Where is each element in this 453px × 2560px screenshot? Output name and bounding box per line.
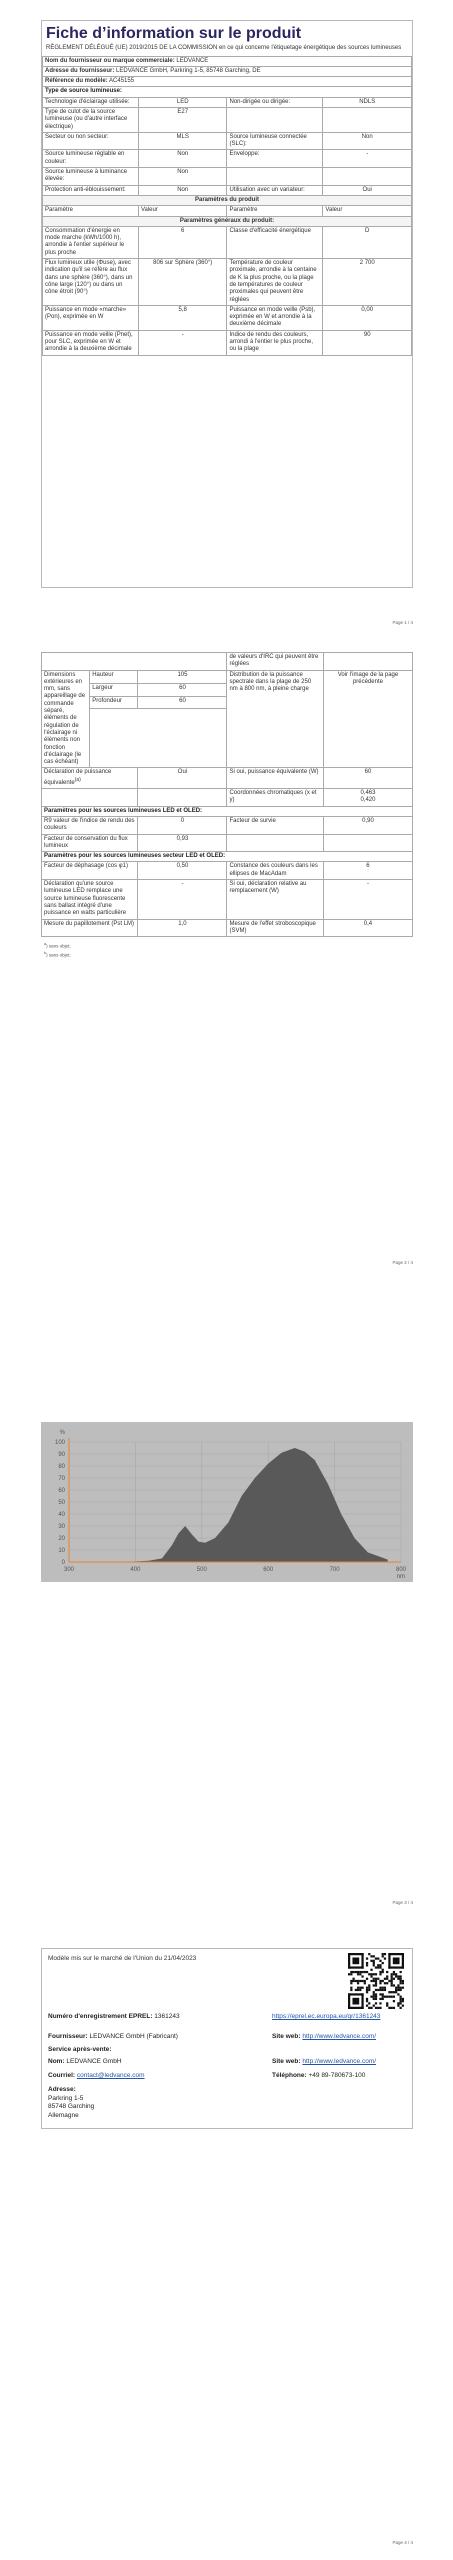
source-type-row [43,185,412,195]
led-oled-mains-param-label: Facteur de déphasage (cos φ1) [42,862,138,880]
general-param-param-label-2: Puissance en mode veille (Psb), exprimée en W et arrondie à la deuxième décimale [227,305,323,330]
col-header-value: Valeur [138,206,227,216]
led-oled-mains-row [42,862,413,880]
supplier-address-label: Adresse du fournisseur: [45,67,115,74]
led-oled-param-value-2: 0,90 [323,816,412,834]
led-oled-param-label: R9 valeur de l'indice de rendu des couleurs [42,816,138,834]
dim-name: Hauteur [90,670,138,683]
params-title: Paramètres du produit [43,195,412,205]
source-type-param-value: Non [138,168,227,186]
y-tick-label: 80 [58,1464,65,1470]
general-param-row [43,226,412,258]
spd-label: Distribution de la puissance spectrale dans la plage de 250 nm à 800 nm, à pleine charge [227,670,323,768]
model-label: Référence du modèle: [45,78,108,85]
equivalent-watts-value: 60 [323,768,412,789]
general-param-param-value-2: 2 700 [323,259,412,306]
led-oled-mains-rows [42,862,413,937]
page-title: Fiche d’information sur le produit [46,25,302,42]
website-label: Site web: [272,2033,301,2040]
source-type-param-label: Technologie d'éclairage utilisée: [43,97,139,107]
source-type-row [43,132,412,150]
equivalent-power-label: Déclaration de puissance équivalente$^{(a)}$ [42,768,138,789]
page-3 [0,1280,453,1920]
dim-value: 60 [138,696,227,709]
col-header-param-2: Paramètre [227,206,323,216]
general-param-param-value: 6 [138,226,227,258]
model-value: AC45155 [109,78,135,85]
supplier-name-label: Nom du fournisseur ou marque commerciale: [45,57,175,64]
qr-code-icon [348,1953,404,2009]
general-param-param-value-2: 90 [323,330,412,355]
y-tick-label: 40 [58,1512,65,1518]
led-oled-mains-row [42,880,413,919]
led-oled-mains-param-value: 1,0 [138,919,227,937]
x-tick-label: 800 [395,1567,407,1573]
address-line: Parkring 1-5 [48,2094,84,2102]
general-params-title: Paramètres généraux du produit: [43,216,412,226]
general-params-rows [43,226,412,355]
dim-name: Largeur [90,683,138,696]
chromaticity-y: 0,420 [360,797,376,804]
led-oled-mains-param-label-2: Si oui, déclaration relative au remplacement (W) [227,880,323,919]
eprel-label: Numéro d'enregistrement EPREL: [48,2013,153,2020]
page-number: Page 2 / 4 [392,1260,413,1265]
market-date: Modèle mis sur le marché de l'Union du 21/04/2023 [48,1955,197,1962]
source-type-row [43,107,412,132]
led-oled-mains-param-label: Déclaration qu'une source lumineuse LED remplace une source lumineuse fluorescente sans ballast intégré d'une puissance en watts particulière [42,880,138,919]
source-type-param-label-2: Utilisation avec un variateur: [227,185,323,195]
source-type-param-value-2: Non [323,132,412,150]
general-param-param-value: 806 sur Sphère (360°) [138,259,227,306]
source-type-param-label: Protection anti-éblouissement: [43,185,139,195]
chromaticity-x: 0,463 [360,790,376,797]
led-oled-param-value: 0 [138,816,227,834]
led-oled-mains-param-value: - [138,880,227,919]
led-oled-mains-param-value-2: 0,4 [323,919,412,937]
source-type-row [43,97,412,107]
led-oled-mains-param-label-2: Constance des couleurs dans les ellipses de MacAdam [227,862,323,880]
source-type-param-value-2: NDLS [323,97,412,107]
source-type-row [43,150,412,168]
address-line: Allemagne [48,2111,79,2119]
general-param-row [43,305,412,330]
general-param-param-label: Flux lumineux utile (Φuse), avec indication qu'il se réfère au flux dans une sphère (360°), dans un cône large (120°) ou dans un cône étroit (90°) [43,259,139,306]
source-type-param-value-2: - [323,150,412,168]
product-sheet-frame [41,20,413,588]
page-number: Page 1 / 4 [392,620,413,625]
website-link-2[interactable]: http://www.ledvance.com/ [302,2058,377,2065]
led-oled-param-label: Facteur de conservation du flux lumineux [42,834,138,852]
supplier-address-value: LEDVANCE GmbH, Parkring 1-5, 85748 Garching, DE [116,67,261,74]
y-tick-label: 10 [58,1548,65,1554]
led-oled-row [42,834,413,852]
page-2 [0,640,453,1280]
source-type-param-label-2: Non-dirigée ou dirigée: [227,97,323,107]
led-oled-param-value-2 [323,834,412,852]
y-tick-label: 60 [58,1488,65,1494]
y-tick-label: 0 [61,1560,65,1566]
eprel-value: 1361243 [154,2013,180,2020]
source-type-param-value: LED [138,97,227,107]
y-tick-label: 50 [58,1500,65,1506]
source-type-param-label: Secteur ou non secteur: [43,132,139,150]
general-param-param-label: Puissance en mode «marche» (Pon), exprimée en W [43,305,139,330]
dim-value: 105 [138,670,227,683]
led-oled-param-value: 0,93 [138,834,227,852]
y-tick-label: 30 [58,1524,65,1530]
source-type-param-label-2: Enveloppe: [227,150,323,168]
y-tick-label: 20 [58,1536,65,1542]
name-value: LEDVANCE GmbH [66,2058,122,2065]
general-param-param-label-2: Classe d'efficacité énergétique [227,226,323,258]
x-tick-label: 700 [329,1567,340,1573]
y-tick-label: 90 [58,1452,65,1458]
footnote-a: $^a$) sans objet; [44,942,71,949]
source-type-param-label: Source lumineuse réglable en couleur: [43,150,139,168]
source-type-rows [43,97,412,195]
supplier-name-value: LEDVANCE [176,57,209,64]
dim-name: Profondeur [90,696,138,709]
led-oled-mains-param-value-2: - [323,880,412,919]
led-oled-mains-param-value-2: 6 [323,862,412,880]
led-oled-title: Paramètres pour les sources lumineuses LED et OLED: [42,806,413,816]
contact-frame [41,1948,413,2129]
regulation-text: RÈGLEMENT DÉLÉGUÉ (UE) 2019/2015 DE LA COMMISSION en ce qui concerne l'étiquetage énergétique des sources lumineuses [46,45,402,51]
general-param-row [43,259,412,306]
led-oled-param-label-2: Facteur de survie [227,816,323,834]
general-param-param-label: Puissance en mode veille (Pnet), pour SLC, exprimée en W et arrondie à la deuxième décimale [43,330,139,355]
address-block [48,2086,94,2120]
equivalent-power-value: Oui [138,768,227,789]
led-oled-mains-param-label-2: Mesure de l'effet stroboscopique (SVM) [227,919,323,937]
name-label: Nom: [48,2058,65,2065]
source-type-param-value: E27 [138,107,227,132]
spd-value: Voir l'image de la page précédente [323,670,412,768]
general-param-param-label-2: Indice de rendu des couleurs, arrondi à l'entier le plus proche, ou la plage [227,330,323,355]
led-oled-mains-title: Paramètres pour les sources lumineuses secteur LED et OLED: [42,852,413,862]
cri-range-continued: de valeurs d'IRC qui peuvent être réglées [227,653,323,671]
general-param-param-value-2: 0,00 [323,305,412,330]
footnote-b: $^b$) sans objet; [44,950,71,958]
address-label: Adresse: [48,2086,76,2093]
source-type-param-label: Source lumineuse à luminance élevée: [43,168,139,186]
led-oled-row [42,816,413,834]
dimensions-label: Dimensions extérieures en mm, sans appareillage de commande séparé, éléments de régulation de l'éclairage ni éléments non fonction d'éclairage (le cas échéant) [42,670,90,768]
col-header-param: Paramètre [43,206,139,216]
params-table-continued [41,652,413,937]
y-tick-label: 70 [58,1476,65,1482]
equivalent-watts-label: Si oui, puissance équivalente (W) [227,768,323,789]
x-tick-label: 400 [130,1567,141,1573]
supplier-table [42,56,412,356]
source-type-param-label-2 [227,107,323,132]
source-type-label: Type de source lumineuse: [43,87,412,97]
supplier-label: Fournisseur: [48,2033,88,2040]
supplier-value: LEDVANCE GmbH (Fabricant) [89,2033,178,2040]
after-sales-label: Service après-vente: [48,2046,112,2053]
led-oled-mains-row [42,919,413,937]
product-sheet-frame-continued [41,652,413,1042]
general-param-param-value: - [138,330,227,355]
y-tick-label: 100 [54,1440,65,1446]
x-tick-label: 300 [63,1567,75,1573]
general-param-row [43,330,412,355]
address-line: 85748 Garching [48,2103,95,2110]
page-number: Page 4 / 4 [392,2540,413,2545]
eprel-link[interactable]: https://eprel.ec.europa.eu/qr/1361243 [272,2013,381,2020]
general-param-param-label: Consommation d'énergie en mode marche (kWh/1000 h), arrondie à l'entier supérieur le plus proche [43,226,139,258]
led-oled-param-label-2 [227,834,323,852]
source-type-param-label: Type de culot de la source lumineuse (ou d'autre interface électrique) [43,107,139,132]
x-tick-label: 600 [263,1567,274,1573]
y-axis-label: % [59,1430,65,1436]
general-param-param-label-2: Température de couleur proximale, arrondie à la centaine de K la plus proche, ou la plage de températures de couleur proximales qui peuvent être réglées [227,259,323,306]
website-label-2: Site web: [272,2058,301,2065]
source-type-param-value-2: Oui [323,185,412,195]
website-link[interactable]: http://www.ledvance.com/ [302,2033,377,2040]
general-param-param-value: 5,8 [138,305,227,330]
phone-label: Téléphone: [272,2072,307,2079]
dim-value: 60 [138,683,227,696]
source-type-param-value: Non [138,150,227,168]
spectral-distribution-chart [41,1422,413,1582]
page-number: Page 3 / 4 [392,1900,413,1905]
source-type-param-value: MLS [138,132,227,150]
general-param-param-value-2: D [323,226,412,258]
email-link[interactable]: contact@ledvance.com [76,2072,145,2079]
email-label: Courriel: [48,2072,76,2079]
source-type-param-label-2: Source lumineuse connectée (SLC): [227,132,323,150]
page-1 [0,0,453,640]
source-type-row [43,168,412,186]
source-type-param-value-2 [323,168,412,186]
col-header-value-2: Valeur [323,206,412,216]
led-oled-mains-param-label: Mesure du papillotement (Pst LM) [42,919,138,937]
led-oled-rows [42,816,413,851]
x-axis-label: nm [396,1574,405,1580]
led-oled-mains-param-value: 0,50 [138,862,227,880]
chromaticity-label: Coordonnées chromatiques (x et y) [227,789,323,807]
source-type-param-value-2 [323,107,412,132]
x-tick-label: 500 [196,1567,207,1573]
source-type-param-label-2 [227,168,323,186]
page-4 [0,1920,453,2560]
source-type-param-value: Non [138,185,227,195]
phone-value: +49 89-780673-100 [308,2072,366,2079]
